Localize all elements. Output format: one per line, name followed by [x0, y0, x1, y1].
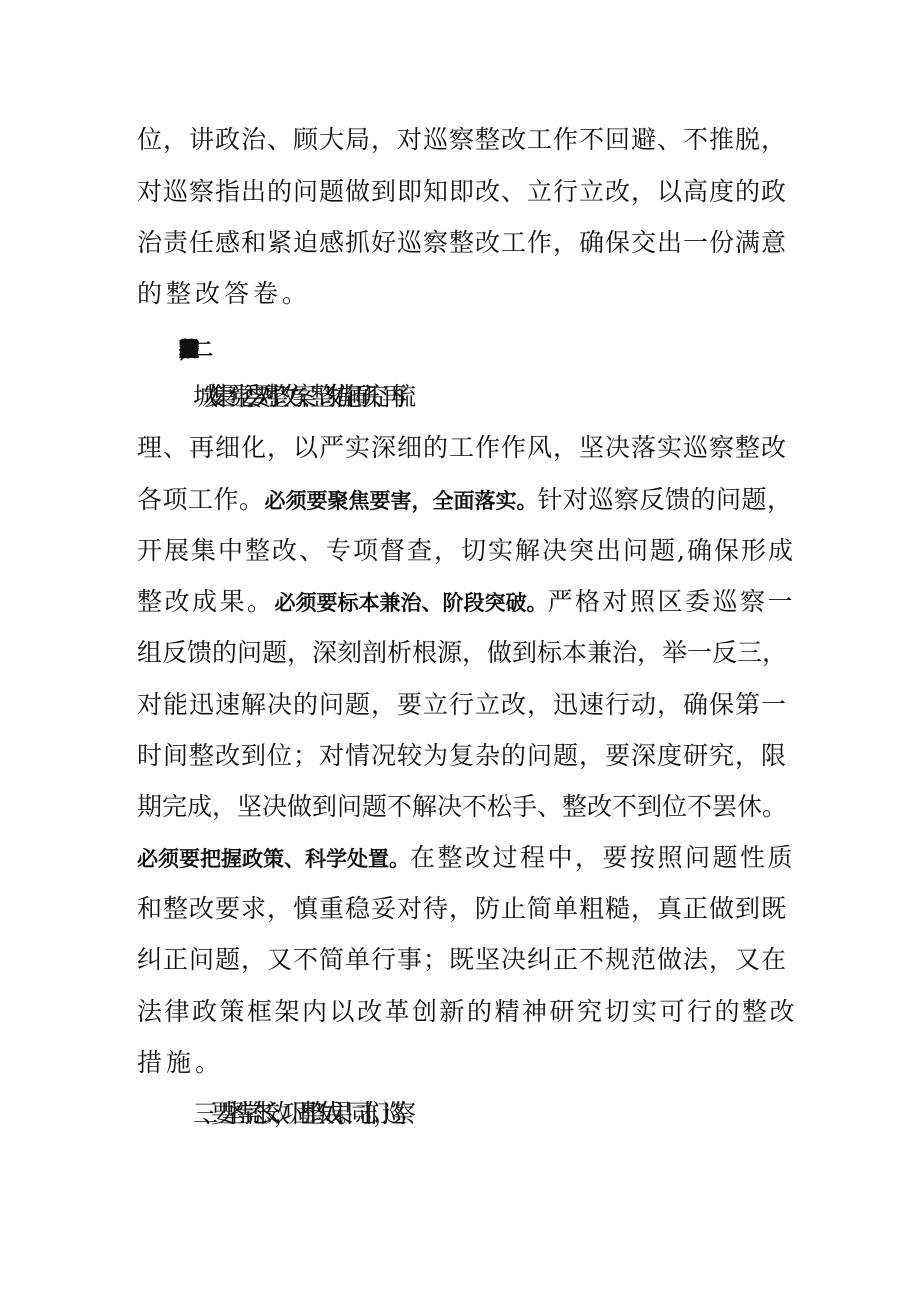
- text-run: 位，讲政治、顾大局，对巡察整改工作不回避、不推脱，: [137, 125, 788, 154]
- text-run: 措施。: [137, 1048, 225, 1077]
- text-run: 对能迅速解决的问题，要立行立改，迅速行动，确保第一: [137, 690, 788, 719]
- text-line: [137, 124, 797, 156]
- text-run: 理、再细化，以严实深细的工作作风，坚决落实巡察整改: [137, 433, 788, 462]
- text-line: [137, 842, 797, 874]
- text-line: [137, 586, 797, 618]
- text-line: [193, 381, 853, 413]
- text-run: 组反馈的问题，深刻剖析根源，做到标本兼治，举一反三，: [137, 638, 788, 667]
- text-run: 时间整改到位；对情况较为复杂的问题，要深度研究，限: [137, 741, 788, 770]
- text-line: [137, 893, 797, 925]
- text-run: 严格对照区委巡察一: [547, 587, 796, 616]
- text-run: 纠正问题，又不简单行事；既坚决纠正不规范做法，又在: [137, 945, 788, 974]
- text-run: 城发集团党委要对整改方案、整改措施再研究、再梳: [193, 382, 401, 411]
- text-run: 期完成，坚决做到问题不解决不松手、整改不到位不罢休。: [137, 792, 788, 821]
- text-run: 在整改过程中，要按照问题性质: [410, 843, 796, 872]
- text-line: [193, 1098, 853, 1130]
- text-line: [137, 996, 797, 1028]
- text-run: 法律政策框架内以改革创新的精神研究切实可行的整改: [137, 997, 798, 1026]
- text-line: [137, 484, 797, 516]
- text-line: [137, 689, 797, 721]
- bold-run: 必须要标本兼治、阶段突破。: [274, 591, 548, 615]
- bold-run: 必须要聚焦要害，全面落实。: [264, 489, 538, 513]
- text-line: [137, 740, 797, 772]
- text-run: 整改成果。: [137, 587, 275, 616]
- text-run: 的整改答卷。: [137, 279, 312, 308]
- text-line: [137, 176, 797, 208]
- text-run: 对巡察指出的问题做到即知即改、立行立改，以高度的政: [137, 177, 788, 206]
- text-line: [137, 637, 797, 669]
- text-line: [137, 535, 797, 567]
- text-run: 各项工作。: [137, 485, 265, 514]
- text-line: [137, 278, 797, 310]
- text-line: [137, 1047, 797, 1079]
- text-run: 三、要坚持常态长效，巩固整改成果。同志们，巡察: [193, 1099, 401, 1128]
- text-run: 治责任感和紧迫感抓好巡察整改工作，确保交出一份满意: [137, 228, 788, 257]
- text-run: 开展集中整改、专项督查，切实解决突出问题,确保形成: [137, 536, 795, 565]
- bold-run: 必须要把握政策、科学处置。: [137, 847, 410, 871]
- text-line: [137, 432, 797, 464]
- section-heading: [193, 333, 853, 365]
- text-line: [137, 944, 797, 976]
- text-run: 针对巡察反馈的问题，: [537, 485, 793, 514]
- text-line: [137, 227, 797, 259]
- text-run: 和整改要求，慎重稳妥对待，防止简单粗糙，真正做到既: [137, 894, 788, 923]
- text-line: [137, 791, 797, 823]
